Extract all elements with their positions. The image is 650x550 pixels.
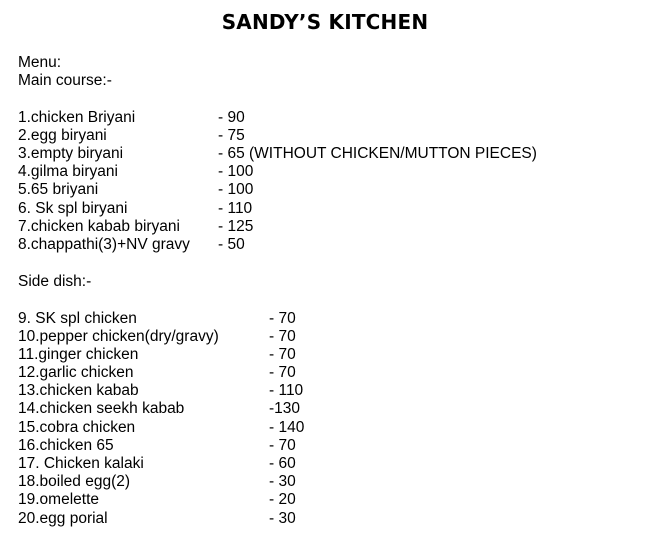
menu-item <box>18 145 638 163</box>
menu-item-name: 11.ginger chicken <box>18 346 139 363</box>
menu-item-price: - 100 <box>218 163 254 180</box>
menu-item-name: 17. Chicken kalaki <box>18 455 144 472</box>
menu-item-name: 7.chicken kabab biryani <box>18 218 180 235</box>
menu-item-name: 1.chicken Briyani <box>18 109 136 126</box>
menu-item-price: - 125 <box>218 218 254 235</box>
menu-item-name: 15.cobra chicken <box>18 419 136 436</box>
menu-item <box>18 218 638 236</box>
menu-item-name: 20.egg porial <box>18 510 108 527</box>
main-course-heading: Main course:- <box>18 72 112 89</box>
menu-item-price: - 70 <box>269 437 296 454</box>
menu-item-name: 14.chicken seekh kabab <box>18 400 185 417</box>
menu-item-price: - 60 <box>269 455 296 472</box>
menu-item <box>18 328 638 346</box>
menu-item <box>18 473 638 491</box>
menu-item-name: 10.pepper chicken(dry/gravy) <box>18 328 219 345</box>
menu-item <box>18 491 638 509</box>
menu-item-price: - 70 <box>269 346 296 363</box>
menu-item <box>18 310 638 328</box>
menu-item-name: 4.gilma biryani <box>18 163 118 180</box>
menu-label: Menu: <box>18 54 62 71</box>
menu-item <box>18 181 638 199</box>
menu-item-name: 12.garlic chicken <box>18 364 134 381</box>
menu-item-price: - 30 <box>269 510 296 527</box>
menu-item <box>18 127 638 145</box>
menu-item <box>18 109 638 127</box>
menu-item <box>18 400 638 418</box>
menu-item <box>18 200 638 218</box>
menu-item <box>18 510 638 528</box>
menu-item <box>18 437 638 455</box>
menu-item-name: 9. SK spl chicken <box>18 310 137 327</box>
menu-item <box>18 163 638 181</box>
menu-item-name: 2.egg biryani <box>18 127 107 144</box>
menu-item <box>18 364 638 382</box>
menu-item-name: 18.boiled egg(2) <box>18 473 131 490</box>
side-dish-heading: Side dish:- <box>18 273 92 290</box>
menu-item-price: - 70 <box>269 328 296 345</box>
menu-item-name: 6. Sk spl biryani <box>18 200 128 217</box>
menu-item-price: - 75 <box>218 127 245 144</box>
menu-item-name: 19.omelette <box>18 491 99 508</box>
menu-item-name: 3.empty biryani <box>18 145 124 162</box>
menu-item <box>18 382 638 400</box>
menu-item-name: 5.65 briyani <box>18 181 99 198</box>
menu-item <box>18 236 638 254</box>
menu-item-price: - 50 <box>218 236 245 253</box>
menu-item-price: - 30 <box>269 473 296 490</box>
menu-item-name: 16.chicken 65 <box>18 437 114 454</box>
menu-item-price: -130 <box>269 400 301 417</box>
menu-item <box>18 346 638 364</box>
menu-item-name: 13.chicken kabab <box>18 382 139 399</box>
menu-item-price: - 90 <box>218 109 245 126</box>
menu-item-price: - 65 (WITHOUT CHICKEN/MUTTON PIECES) <box>218 145 537 162</box>
page-title: SANDY’S KITCHEN <box>221 10 429 34</box>
menu-item-price: - 100 <box>218 181 254 198</box>
menu-item <box>18 455 638 473</box>
menu-item-price: - 20 <box>269 491 296 508</box>
menu-item-price: - 70 <box>269 310 296 327</box>
menu-item-price: - 110 <box>269 382 304 399</box>
menu-item-price: - 70 <box>269 364 296 381</box>
menu-item-name: 8.chappathi(3)+NV gravy <box>18 236 190 253</box>
menu-item <box>18 419 638 437</box>
menu-item-price: - 110 <box>218 200 253 217</box>
menu-item-price: - 140 <box>269 419 305 436</box>
